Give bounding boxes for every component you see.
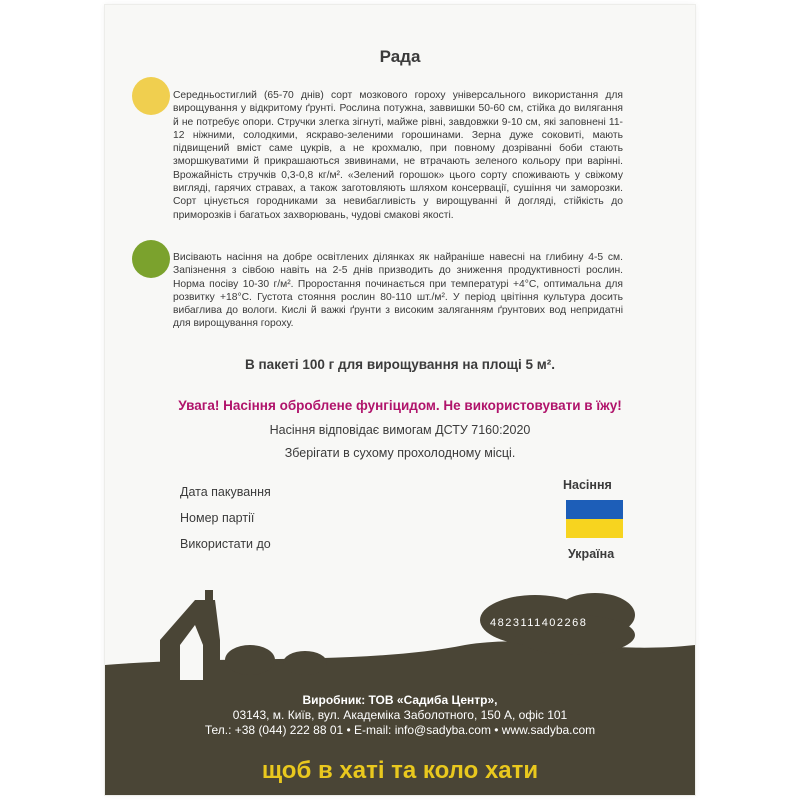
green-dot-icon bbox=[132, 240, 170, 278]
pack-date-label: Дата пакування bbox=[180, 485, 271, 499]
yellow-dot-icon bbox=[132, 77, 170, 115]
producer-contacts: Тел.: +38 (044) 222 88 01 • E-mail: info@sadyba.com • www.sadyba.com bbox=[204, 723, 596, 737]
barcode-number: 4823111402268 bbox=[490, 617, 588, 629]
use-by-label: Використати до bbox=[180, 537, 271, 551]
slogan: щоб в хаті та коло хати bbox=[261, 757, 539, 784]
pack-info: В пакеті 100 г для вирощування на площі 5 м². bbox=[245, 357, 555, 372]
variety-title: Рада bbox=[379, 47, 421, 66]
storage-text: Зберігати в сухому прохолодному місці. bbox=[284, 446, 516, 460]
country-label: Україна bbox=[568, 547, 615, 561]
seed-packet-back bbox=[105, 5, 695, 795]
seeds-label: Насіння bbox=[563, 478, 612, 492]
landscape-illustration bbox=[105, 585, 695, 695]
ukraine-flag-icon bbox=[566, 500, 623, 538]
growing-paragraph: Висівають насіння на добре освітлених ділянках як найраніше навесні на глибину 4-5 см. Запізнення з сівбою навіть на 2-5 днів призводить до зниження продуктивності рослин. Норма посіву 10-30 г/м². Проростання починається при температурі +4°C, оптимальна для розвитку +18°C. Густота стояння рослин 80-110 шт./м². У період цвітіння культура досить вибаглива до вологи. Кислі й важкі ґрунти з високим заляганням ґрунтових вод непридатні для вирощування гороху. bbox=[173, 252, 623, 330]
batch-label: Номер партії bbox=[180, 511, 255, 525]
standard-text: Насіння відповідає вимогам ДСТУ 7160:2020 bbox=[269, 423, 531, 437]
producer-address: 03143, м. Київ, вул. Академіка Заболотного, 150 А, офіс 101 bbox=[232, 708, 568, 722]
warning-text: Увага! Насіння оброблене фунгіцидом. Не використовувати в їжу! bbox=[178, 398, 622, 413]
description-paragraph: Середньостиглий (65-70 днів) сорт мозкового гороху універсального використання для вирощування у відкритому ґрунті. Рослина потужна, заввишки 50-60 см, стійка до вилягання й не потребує опори. Стручки злегка зігнуті, майже рівні, завдовжки 9-10 см, які заповнені 11-12 ніжними, солодкими, яскраво-зеленими горошинами. Зерна дуже соковиті, мають підвищений вміст саме цукрів, а не крохмалю, при повному дозріванні боби стають зморшкуватими й прикрашаються звивинами, не втрачають зеленого кольору при варінні. Врожайність стручків 0,3-0,8 кг/м². «Зелений горошок» цього сорту споживають у свіжому вигляді, гарячих стравах, а також заготовляють шляхом консервації, сушіння чи заморозки. Сорт цінується городниками за невибагливість у вирощуванні й догляді, стійкість до приморозків і багатьох захворювань, чудові смакові якості. bbox=[173, 90, 623, 221]
producer-name: Виробник: ТОВ «Садиба Центр», bbox=[302, 693, 498, 707]
